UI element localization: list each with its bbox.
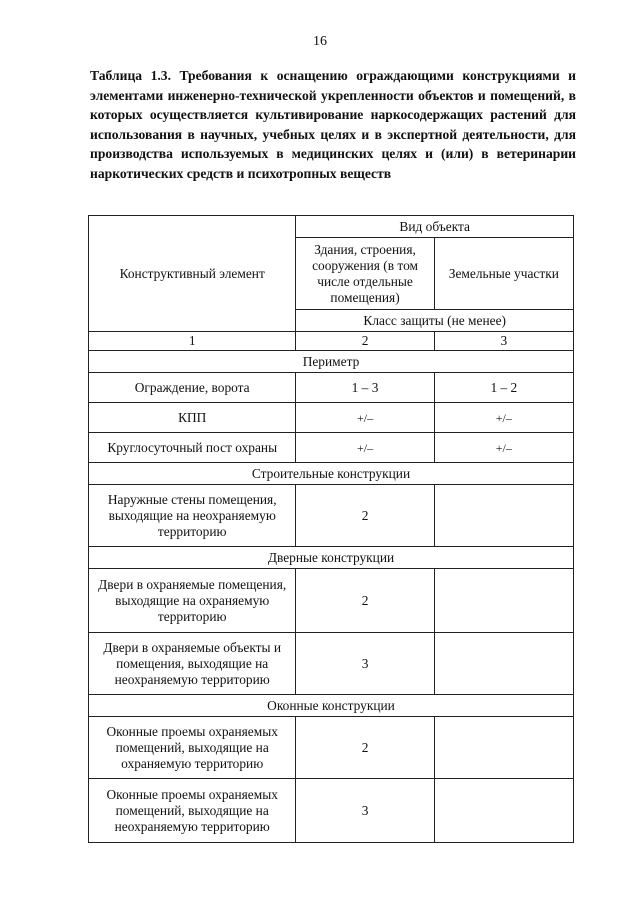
section-title: Оконные конструкции — [89, 695, 574, 717]
row-land-class: +/– — [434, 433, 573, 463]
row-element: Двери в охраняемые помещения, выходящие на охраняемую территорию — [89, 569, 296, 633]
row-buildings-class: 1 – 3 — [296, 373, 434, 403]
section-row — [89, 351, 574, 373]
row-element: Ограждение, ворота — [89, 373, 296, 403]
table-row — [89, 779, 574, 843]
row-buildings-class: +/– — [296, 403, 434, 433]
row-buildings-class: 2 — [296, 485, 434, 547]
table-row — [89, 485, 574, 547]
table-row — [89, 717, 574, 779]
row-element: Круглосуточный пост охраны — [89, 433, 296, 463]
row-land-class: +/– — [434, 403, 573, 433]
row-land-class — [434, 485, 573, 547]
col-number: 2 — [296, 332, 434, 351]
row-element: Оконные проемы охраняемых помещений, выходящие на охраняемую территорию — [89, 717, 296, 779]
header-protection-class: Класс защиты (не менее) — [296, 310, 574, 332]
header-land: Земельные участки — [434, 238, 573, 310]
header-element: Конструктивный элемент — [89, 216, 296, 332]
section-title: Периметр — [89, 351, 574, 373]
row-buildings-class: 3 — [296, 779, 434, 843]
row-land-class: 1 – 2 — [434, 373, 573, 403]
page-number: 16 — [313, 34, 327, 49]
col-number: 3 — [434, 332, 573, 351]
header-object-type: Вид объекта — [296, 216, 574, 238]
row-land-class — [434, 779, 573, 843]
header-buildings: Здания, строения, сооружения (в том числе отдельные помещения) — [296, 238, 434, 310]
row-land-class — [434, 717, 573, 779]
section-title: Дверные конструкции — [89, 547, 574, 569]
section-row — [89, 463, 574, 485]
row-buildings-class: 3 — [296, 633, 434, 695]
table-caption: Таблица 1.3. Требования к оснащению ограждающими конструкциями и элементами инженерно-технической укрепленности объектов и помещений, в которых осуществляется культивирование наркосодержащих растений для использования в научных, учебных целях и в экспертной деятельности, для производства используемых в медицинских целях и (или) в ветеринарии наркотических средств и психотропных веществ — [90, 68, 576, 181]
table-row — [89, 373, 574, 403]
col-number: 1 — [89, 332, 296, 351]
row-element: Оконные проемы охраняемых помещений, выходящие на неохраняемую территорию — [89, 779, 296, 843]
row-buildings-class: +/– — [296, 433, 434, 463]
requirements-table — [88, 215, 574, 843]
row-land-class — [434, 633, 573, 695]
row-element: Наружные стены помещения, выходящие на неохраняемую территорию — [89, 485, 296, 547]
row-element: Двери в охраняемые объекты и помещения, выходящие на неохраняемую территорию — [89, 633, 296, 695]
table-row — [89, 633, 574, 695]
table-row — [89, 433, 574, 463]
section-row — [89, 695, 574, 717]
section-title: Строительные конструкции — [89, 463, 574, 485]
header-row-numbers — [89, 332, 574, 351]
row-element: КПП — [89, 403, 296, 433]
row-buildings-class: 2 — [296, 569, 434, 633]
table-row — [89, 403, 574, 433]
row-land-class — [434, 569, 573, 633]
section-row — [89, 547, 574, 569]
row-buildings-class: 2 — [296, 717, 434, 779]
header-row-object-type — [89, 216, 574, 238]
table-row — [89, 569, 574, 633]
